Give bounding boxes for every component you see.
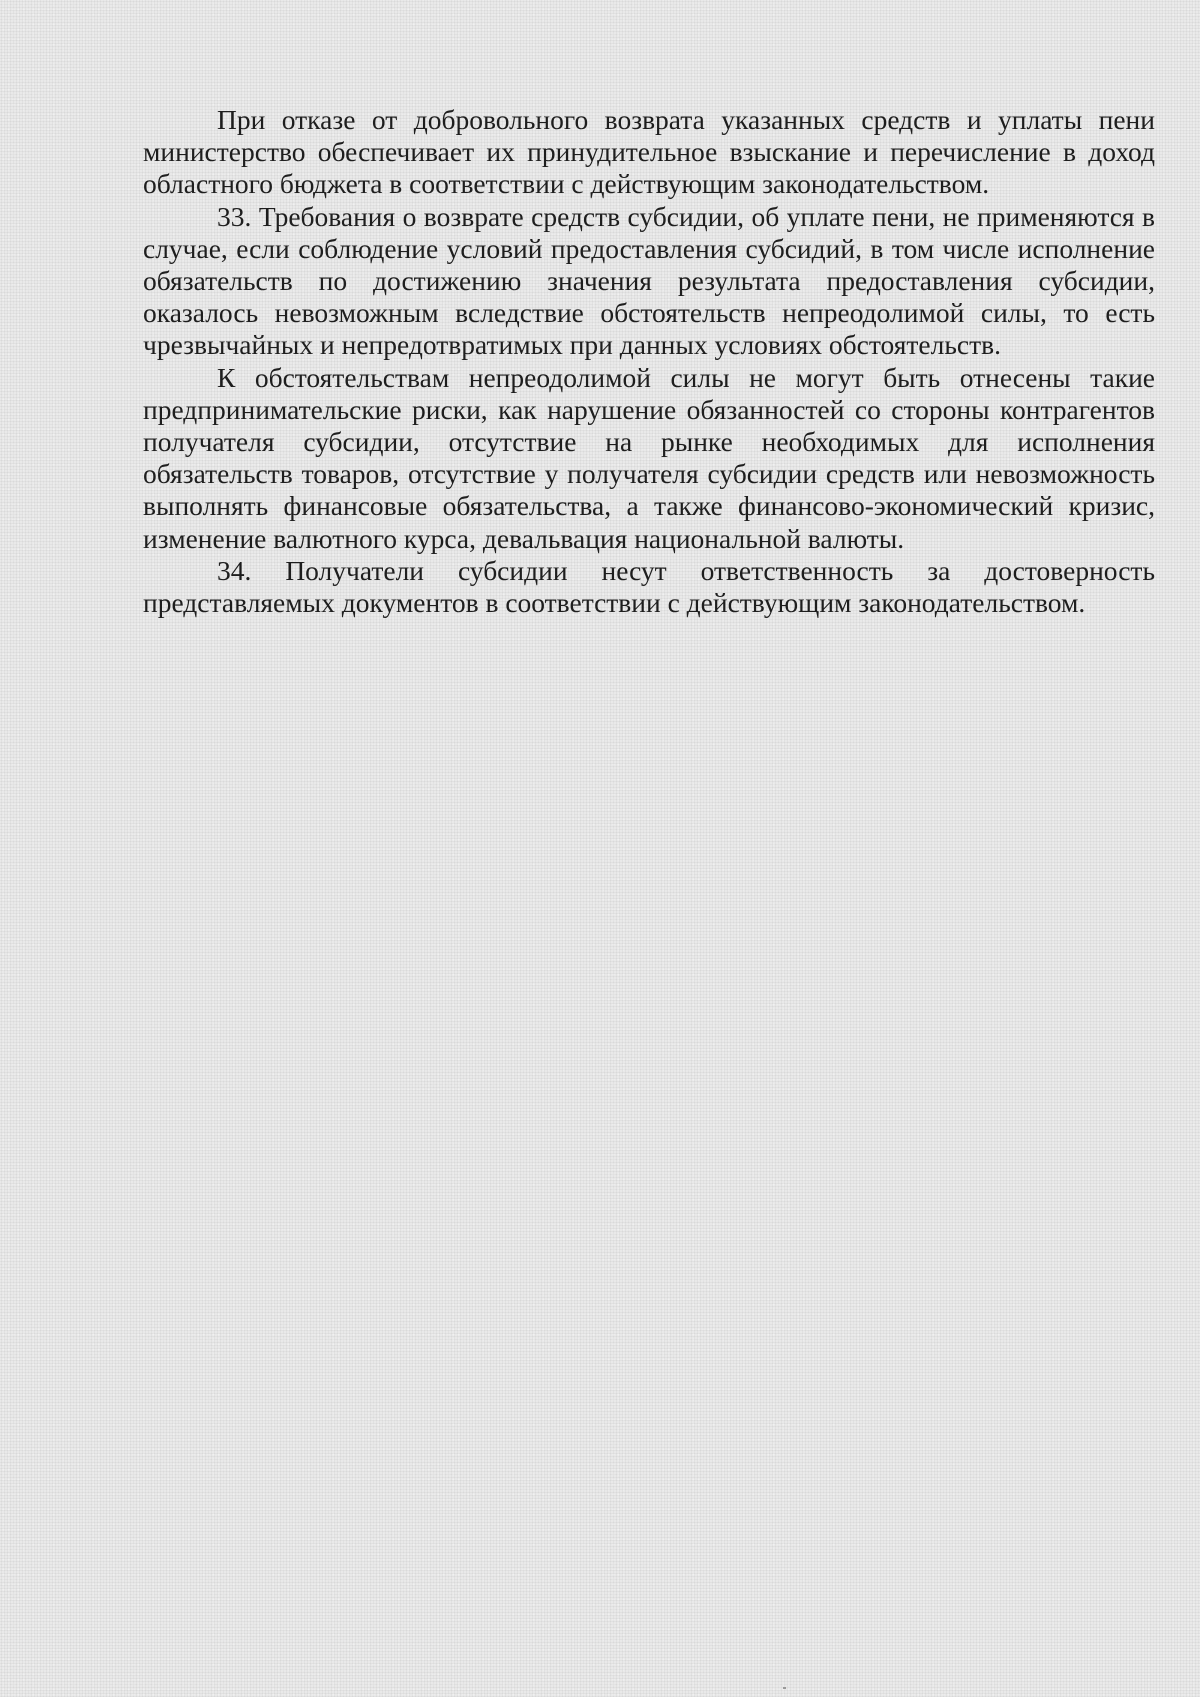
paragraph-34-responsibility: 34. Получатели субсидии несут ответственность за достоверность представляемых документов в соответствии с действующим законодательством. [143, 554, 1155, 619]
document-body [143, 104, 1155, 619]
paragraph-refund-enforcement: При отказе от добровольного возврата указанных средств и уплаты пени министерство обеспечивает их принудительное взыскание и перечисление в доход областного бюджета в соответствии с действующим законодательством. [143, 104, 1155, 200]
paragraph-force-majeure-exclusions: К обстоятельствам непреодолимой силы не могут быть отнесены такие предпринимательские риски, как нарушение обязанностей со стороны контрагентов получателя субсидии, отсутствие на рынке необходимых для исполнения обязательств товаров, отсутствие у получателя субсидии средств или невозможность выполнять финансовые обязательства, а также финансово-экономический кризис, изменение валютного курса, девальвация национальной валюты. [143, 361, 1155, 554]
scan-speck [783, 1687, 786, 1689]
paragraph-33-force-majeure: 33. Требования о возврате средств субсидии, об уплате пени, не применяются в случае, если соблюдение условий предоставления субсидий, в том числе исполнение обязательств по достижению значения результата предоставления субсидии, оказалось невозможным вследствие обстоятельств непреодолимой силы, то есть чрезвычайных и непредотвратимых при данных условиях обстоятельств. [143, 200, 1155, 361]
